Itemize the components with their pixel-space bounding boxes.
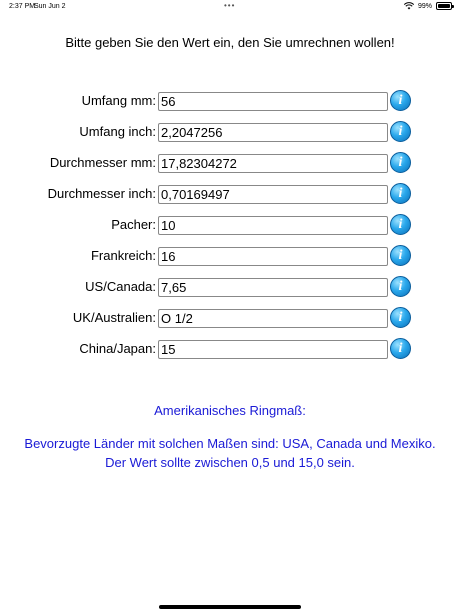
row-umfang-inch [0, 121, 460, 143]
durchmesser-inch-info-button[interactable] [390, 183, 411, 204]
info-icon: i [398, 123, 403, 139]
row-us-canada [0, 276, 460, 298]
durchmesser-mm-info-button[interactable] [390, 152, 411, 173]
status-time: 2:37 PM [9, 3, 36, 10]
multitasking-dots[interactable]: ••• [224, 1, 236, 10]
instruction-text: Bitte geben Sie den Wert ein, den Sie umrechnen wollen! [65, 35, 395, 50]
description-line-1: Bevorzugte Länder mit solchen Maßen sind: USA, Canada und Mexiko. [24, 436, 436, 451]
row-pacher [0, 214, 460, 236]
home-indicator[interactable] [159, 605, 301, 609]
umfang-inch-input[interactable] [158, 123, 388, 142]
china-japan-label: China/Japan: [79, 341, 156, 356]
info-icon: i [398, 92, 403, 108]
battery-fill [438, 4, 450, 8]
wifi-icon [404, 2, 414, 10]
info-icon: i [398, 185, 403, 201]
china-japan-input[interactable] [158, 340, 388, 359]
frankreich-label: Frankreich: [90, 248, 156, 263]
battery-percentage: 99% [417, 2, 432, 10]
row-durchmesser-inch [0, 183, 460, 205]
us-canada-label: US/Canada: [85, 279, 156, 294]
durchmesser-inch-label: Durchmesser inch: [47, 186, 156, 201]
row-frankreich [0, 245, 460, 267]
umfang-inch-label: Umfang inch: [79, 124, 156, 139]
durchmesser-inch-input[interactable] [158, 185, 388, 204]
uk-australien-info-button[interactable] [390, 307, 411, 328]
row-umfang-mm [0, 90, 460, 112]
info-icon: i [398, 340, 403, 356]
row-uk-australien [0, 307, 460, 329]
durchmesser-mm-label: Durchmesser mm: [49, 155, 156, 170]
description-title: Amerikanisches Ringmaß: [154, 403, 306, 418]
description-line-2: Der Wert sollte zwischen 0,5 und 15,0 sein. [105, 455, 355, 470]
info-icon: i [398, 216, 403, 232]
info-icon: i [398, 154, 403, 170]
us-canada-input[interactable] [158, 278, 388, 297]
status-date: Sun Jun 2 [34, 3, 66, 10]
durchmesser-mm-input[interactable] [158, 154, 388, 173]
umfang-mm-input[interactable] [158, 92, 388, 111]
battery-icon [436, 2, 452, 10]
umfang-inch-info-button[interactable] [390, 121, 411, 142]
status-bar [0, 0, 460, 14]
status-right [404, 2, 452, 10]
frankreich-input[interactable] [158, 247, 388, 266]
us-canada-info-button[interactable] [390, 276, 411, 297]
info-icon: i [398, 247, 403, 263]
umfang-mm-label: Umfang mm: [81, 93, 156, 108]
info-icon: i [398, 278, 403, 294]
uk-australien-label: UK/Australien: [72, 310, 156, 325]
pacher-label: Pacher: [111, 217, 156, 232]
pacher-input[interactable] [158, 216, 388, 235]
pacher-info-button[interactable] [390, 214, 411, 235]
row-durchmesser-mm [0, 152, 460, 174]
frankreich-info-button[interactable] [390, 245, 411, 266]
uk-australien-input[interactable] [158, 309, 388, 328]
info-icon: i [398, 309, 403, 325]
umfang-mm-info-button[interactable] [390, 90, 411, 111]
china-japan-info-button[interactable] [390, 338, 411, 359]
row-china-japan [0, 338, 460, 360]
